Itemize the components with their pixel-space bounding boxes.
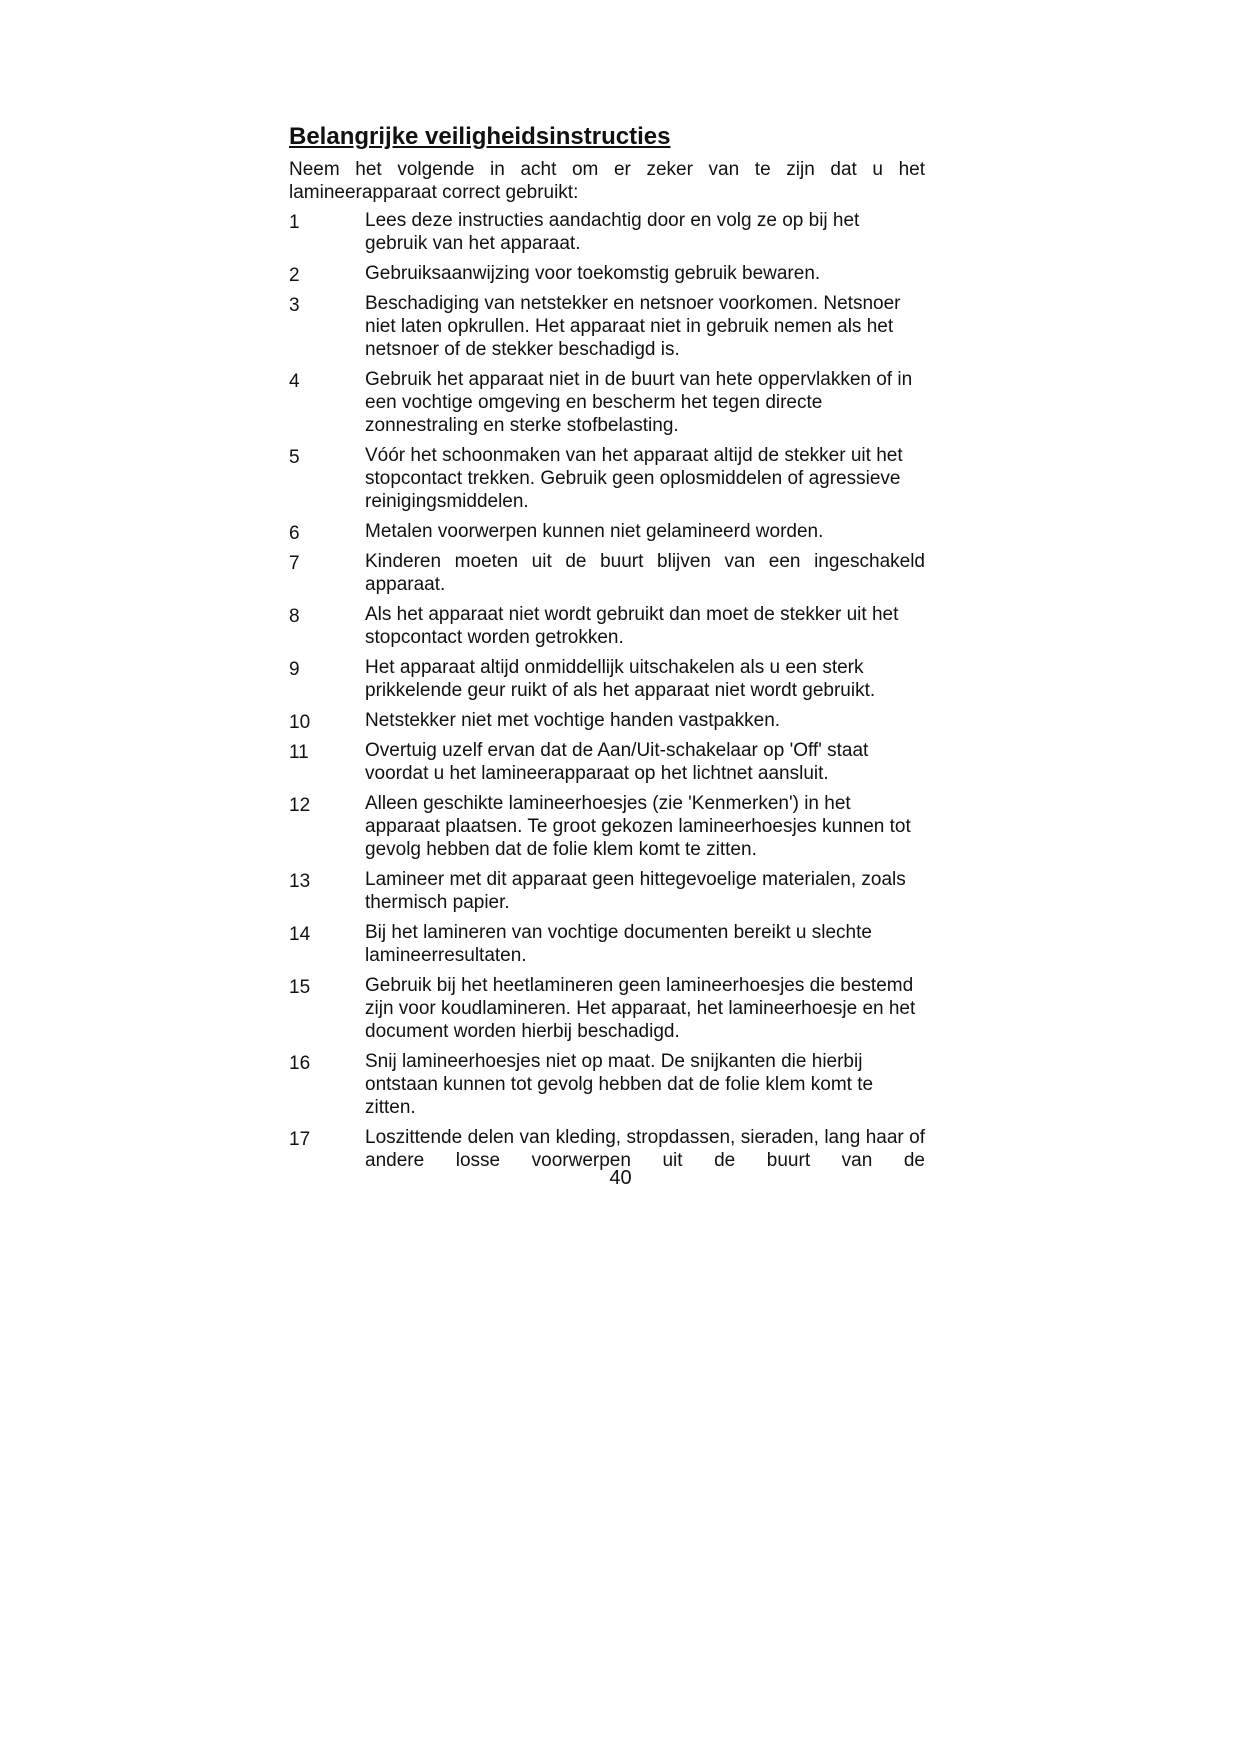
item-text: Gebruik het apparaat niet in de buurt van hete oppervlakken of in een vochtige omgeving en bescherm het tegen directe zonnestraling en sterke stofbelasting. [365,369,913,436]
list-item-2 [289,262,925,285]
item-text: Gebruik bij het heetlamineren geen lamineerhoesjes die bestemd zijn voor koudlamineren. Het apparaat, het lamineerhoesje en het document worden hierbij beschadigd. [365,975,916,1042]
item-text: Kinderen moeten uit de buurt blijven van een ingeschakeld apparaat. [365,551,925,595]
list-item-6 [289,520,925,543]
intro-paragraph: Neem het volgende in acht om er zeker van te zijn dat u het lamineerapparaat correct gebruikt: [289,159,925,203]
item-number: 16 [289,1053,311,1074]
item-text: Beschadiging van netstekker en netsnoer voorkomen. Netsnoer niet laten opkrullen. Het apparaat niet in gebruik nemen als het netsnoer of de stekker beschadigd is. [365,293,901,360]
list-item-13 [289,868,925,914]
item-text: Gebruiksaanwijzing voor toekomstig gebruik bewaren. [365,263,821,284]
list-item-9 [289,656,925,702]
list-item-17 [289,1126,925,1172]
item-text: Het apparaat altijd onmiddellijk uitschakelen als u een sterk prikkelende geur ruikt of als het apparaat niet wordt gebruikt. [365,657,876,701]
list-item-5 [289,444,925,513]
item-number: 13 [289,871,311,892]
item-text: Als het apparaat niet wordt gebruikt dan moet de stekker uit het stopcontact worden getrokken. [365,604,899,648]
list-item-11 [289,739,925,785]
item-number: 2 [289,265,300,286]
item-number: 3 [289,295,300,316]
item-number: 5 [289,447,300,468]
list-item-15 [289,974,925,1043]
item-text: Snij lamineerhoesjes niet op maat. De snijkanten die hierbij ontstaan kunnen tot gevolg hebben dat de folie klem komt te zitten. [365,1051,874,1118]
list-item-8 [289,603,925,649]
item-number: 8 [289,606,300,627]
page-title: Belangrijke veiligheidsinstructies [289,123,671,150]
item-number: 14 [289,924,311,945]
item-number: 10 [289,712,311,733]
list-item-1 [289,209,925,255]
page-number: 40 [609,1167,632,1189]
item-number: 11 [289,742,309,763]
item-text: Lamineer met dit apparaat geen hittegevoelige materialen, zoals thermisch papier. [365,869,906,913]
document-page [289,122,925,1179]
list-item-14 [289,921,925,967]
item-number: 15 [289,977,311,998]
item-text: Loszittende delen van kleding, stropdassen, sieraden, lang haar of andere losse voorwerpen uit de buurt van de [365,1127,925,1171]
list-item-16 [289,1050,925,1119]
instruction-list [289,209,925,1172]
list-item-12 [289,792,925,861]
item-text: Bij het lamineren van vochtige documenten bereikt u slechte lamineerresultaten. [365,922,872,966]
item-text: Metalen voorwerpen kunnen niet gelamineerd worden. [365,521,824,542]
item-number: 7 [289,553,300,574]
list-item-4 [289,368,925,437]
item-number: 4 [289,371,300,392]
list-item-7 [289,550,925,596]
item-text: Lees deze instructies aandachtig door en volg ze op bij het gebruik van het apparaat. [365,210,860,254]
item-number: 9 [289,659,300,680]
list-item-3 [289,292,925,361]
list-item-10 [289,709,925,732]
item-number: 1 [289,212,300,233]
item-text: Alleen geschikte lamineerhoesjes (zie 'Kenmerken') in het apparaat plaatsen. Te groot gekozen lamineerhoesjes kunnen tot gevolg hebben dat de folie klem komt te zitten. [365,793,911,860]
item-text: Netstekker niet met vochtige handen vastpakken. [365,710,781,731]
item-text: Overtuig uzelf ervan dat de Aan/Uit-schakelaar op 'Off' staat voordat u het lamineerapparaat op het lichtnet aansluit. [365,740,869,784]
item-number: 6 [289,523,300,544]
item-number: 17 [289,1129,311,1150]
item-text: Vóór het schoonmaken van het apparaat altijd de stekker uit het stopcontact trekken. Gebruik geen oplosmiddelen of agressieve reinigingsmiddelen. [365,445,903,512]
item-number: 12 [289,795,311,816]
